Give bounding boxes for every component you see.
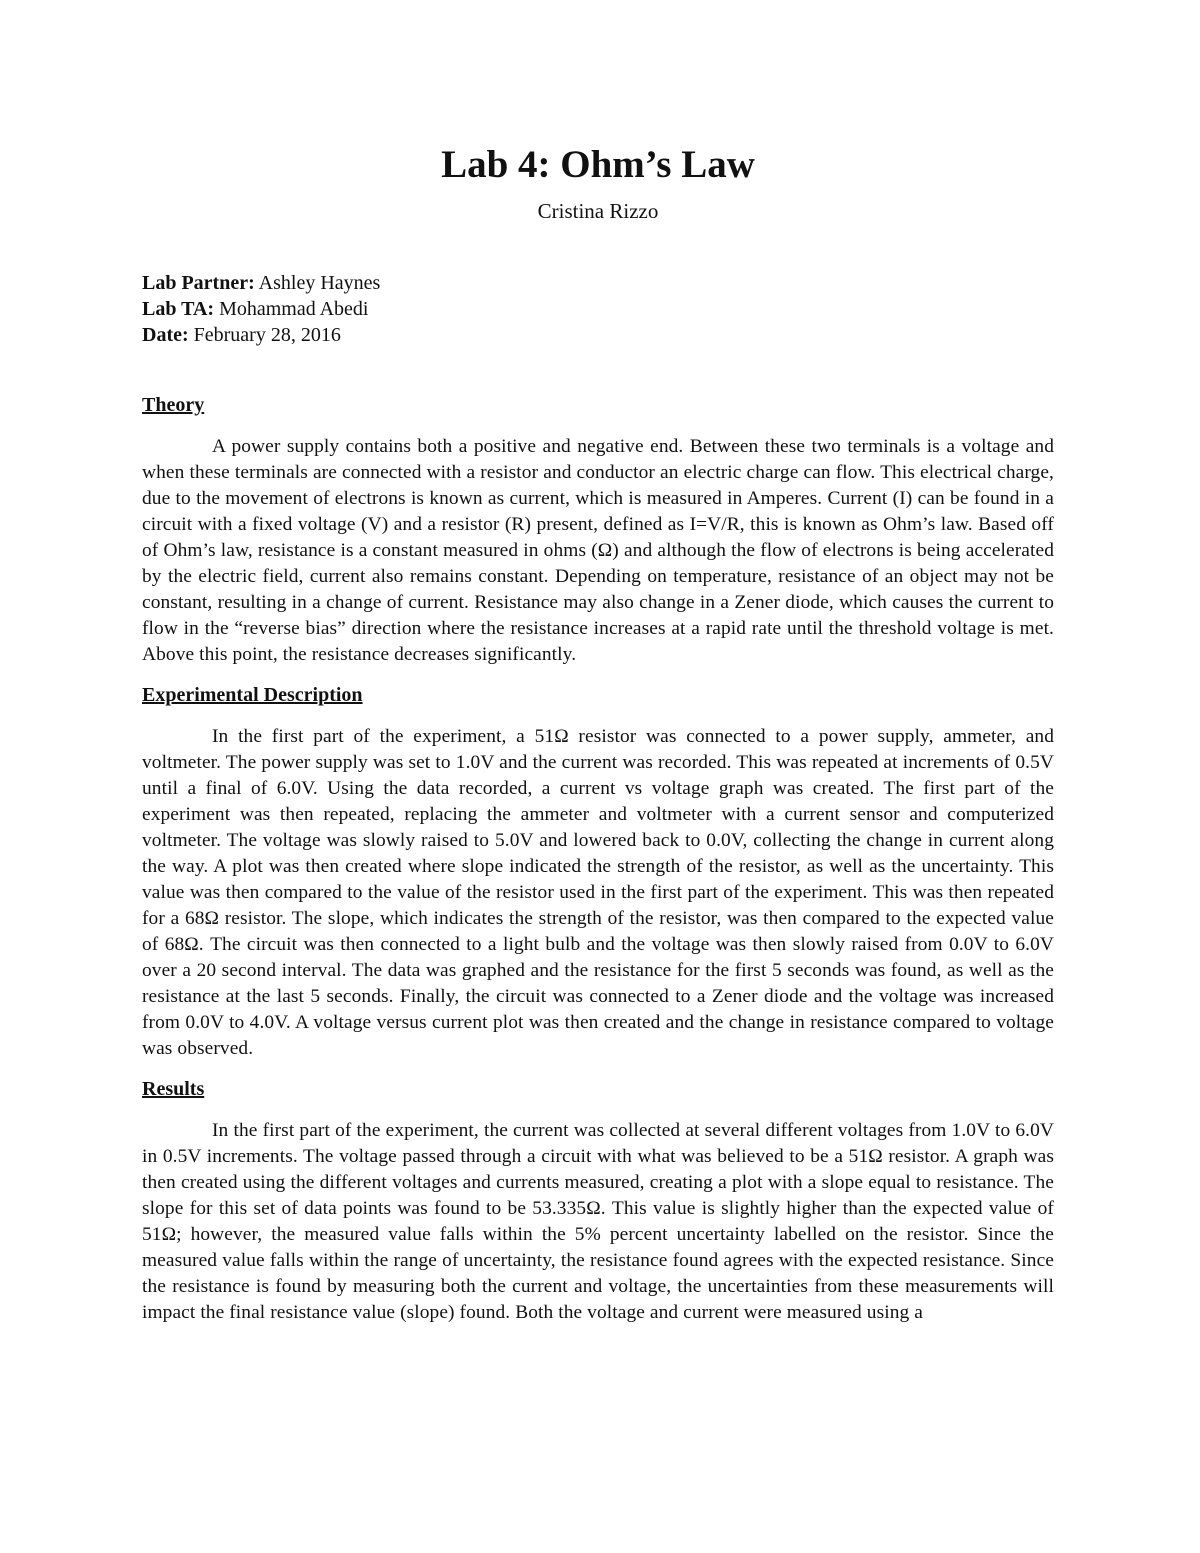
lab-partner-value: Ashley Haynes (258, 272, 381, 294)
lab-ta-value: Mohammad Abedi (219, 298, 369, 320)
lab-ta-row (142, 296, 1054, 322)
lab-info-block (142, 270, 1054, 348)
document-page (142, 138, 1054, 1326)
lab-ta-label: Lab TA: (142, 298, 215, 320)
results-heading: Results (142, 1078, 205, 1100)
lab-partner-row (142, 270, 1054, 296)
theory-paragraph: A power supply contains both a positive and negative end. Between these two terminals is a voltage and when these terminals are connected with a resistor and conductor an electric charge can flow. This electrical charge, due to the movement of electrons is known as current, which is measured in Amperes. Current (I) can be found in a circuit with a fixed voltage (V) and a resistor (R) present, defined as I=V/R, this is known as Ohm’s law. Based off of Ohm’s law, resistance is a constant measured in ohms (Ω) and although the flow of electrons is being accelerated by the electric field, current also remains constant. Depending on temperature, resistance of an object may not be constant, resulting in a change of current. Resistance may also change in a Zener diode, which causes the current to flow in the “reverse bias” direction where the resistance increases at a rapid rate until the threshold voltage is met. Above this point, the resistance decreases significantly. (142, 436, 1054, 665)
experimental-description-paragraph: In the first part of the experiment, a 51Ω resistor was connected to a power supply, ammeter, and voltmeter. The power supply was set to 1.0V and the current was recorded. This was repeated at increments of 0.5V until a final of 6.0V. Using the data recorded, a current vs voltage graph was created. The first part of the experiment was then repeated, replacing the ammeter and voltmeter with a current sensor and computerized voltmeter. The voltage was slowly raised to 5.0V and lowered back to 0.0V, collecting the change in current along the way. A plot was then created where slope indicated the strength of the resistor, as well as the uncertainty. This value was then compared to the value of the resistor used in the first part of the experiment. This was then repeated for a 68Ω resistor. The slope, which indicates the strength of the resistor, was then compared to the expected value of 68Ω. The circuit was then connected to a light bulb and the voltage was then slowly raised from 0.0V to 6.0V over a 20 second interval. The data was graphed and the resistance for the first 5 seconds was found, as well as the resistance at the last 5 seconds. Finally, the circuit was connected to a Zener diode and the voltage was increased from 0.0V to 4.0V. A voltage versus current plot was then created and the change in resistance compared to voltage was observed. (142, 726, 1054, 1059)
date-label: Date: (142, 324, 189, 346)
date-row (142, 322, 1054, 348)
date-value: February 28, 2016 (193, 324, 341, 346)
results-paragraph: In the first part of the experiment, the current was collected at several different voltages from 1.0V to 6.0V in 0.5V increments. The voltage passed through a circuit with what was believed to be a 51Ω resistor. A graph was then created using the different voltages and currents measured, creating a plot with a slope equal to resistance. The slope for this set of data points was found to be 53.335Ω. This value is slightly higher than the expected value of 51Ω; however, the measured value falls within the 5% percent uncertainty labelled on the resistor. Since the measured value falls within the range of uncertainty, the resistance found agrees with the expected resistance. Since the resistance is found by measuring both the current and voltage, the uncertainties from these measurements will impact the final resistance value (slope) found. Both the voltage and current were measured using a (142, 1120, 1054, 1323)
document-title: Lab 4: Ohm’s Law (441, 143, 755, 186)
lab-partner-label: Lab Partner: (142, 272, 255, 294)
author-name: Cristina Rizzo (537, 199, 659, 223)
theory-heading: Theory (142, 394, 205, 416)
experimental-description-heading: Experimental Description (142, 684, 363, 706)
